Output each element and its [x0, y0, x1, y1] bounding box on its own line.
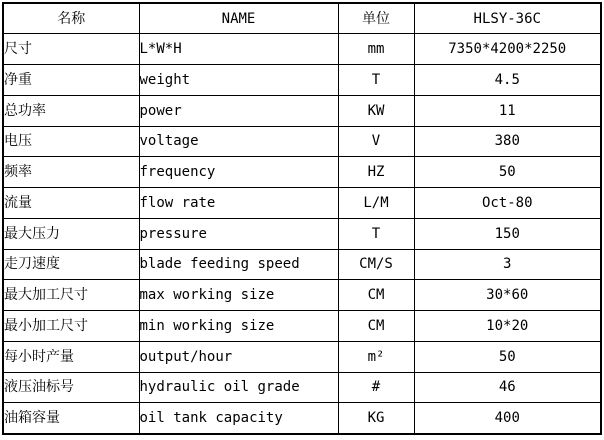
cell-value: 3 [414, 249, 601, 280]
cell-name-cn: 尺寸 [3, 34, 139, 65]
cell-unit: CM/S [338, 249, 414, 280]
cell-name-cn: 净重 [3, 65, 139, 96]
cell-unit: CM [338, 280, 414, 311]
cell-name-cn: 最大加工尺寸 [3, 280, 139, 311]
cell-unit: # [338, 372, 414, 403]
cell-value: 4.5 [414, 65, 601, 96]
table-row [3, 34, 601, 65]
cell-name-en: max working size [139, 280, 338, 311]
cell-unit: m² [338, 341, 414, 372]
cell-unit: T [338, 65, 414, 96]
cell-name-en: power [139, 95, 338, 126]
cell-name-en: weight [139, 65, 338, 96]
header-unit: 单位 [338, 3, 414, 34]
cell-name-en: flow rate [139, 188, 338, 219]
cell-unit: mm [338, 34, 414, 65]
table-row [3, 341, 601, 372]
cell-name-cn: 液压油标号 [3, 372, 139, 403]
table-row [3, 280, 601, 311]
table-row [3, 403, 601, 434]
cell-value: Oct-80 [414, 188, 601, 219]
header-name-cn: 名称 [3, 3, 139, 34]
cell-name-en: L*W*H [139, 34, 338, 65]
spec-table [2, 2, 602, 435]
cell-value: 380 [414, 126, 601, 157]
cell-unit: KW [338, 95, 414, 126]
cell-unit: HZ [338, 157, 414, 188]
cell-name-cn: 油箱容量 [3, 403, 139, 434]
cell-value: 50 [414, 341, 601, 372]
cell-name-en: hydraulic oil grade [139, 372, 338, 403]
table-row [3, 95, 601, 126]
cell-unit: V [338, 126, 414, 157]
table-row [3, 249, 601, 280]
cell-unit: L/M [338, 188, 414, 219]
cell-name-en: blade feeding speed [139, 249, 338, 280]
cell-value: 10*20 [414, 311, 601, 342]
cell-name-cn: 最大压力 [3, 218, 139, 249]
table-row [3, 188, 601, 219]
cell-name-en: voltage [139, 126, 338, 157]
table-row [3, 65, 601, 96]
cell-name-en: pressure [139, 218, 338, 249]
table-row [3, 311, 601, 342]
cell-name-cn: 频率 [3, 157, 139, 188]
cell-value: 30*60 [414, 280, 601, 311]
cell-value: 7350*4200*2250 [414, 34, 601, 65]
cell-name-cn: 最小加工尺寸 [3, 311, 139, 342]
cell-value: 46 [414, 372, 601, 403]
cell-value: 400 [414, 403, 601, 434]
cell-name-en: oil tank capacity [139, 403, 338, 434]
header-row [3, 3, 601, 34]
table-row [3, 157, 601, 188]
cell-name-en: frequency [139, 157, 338, 188]
cell-name-cn: 总功率 [3, 95, 139, 126]
cell-name-en: min working size [139, 311, 338, 342]
cell-name-cn: 每小时产量 [3, 341, 139, 372]
cell-name-cn: 电压 [3, 126, 139, 157]
table-row [3, 126, 601, 157]
cell-unit: T [338, 218, 414, 249]
cell-name-cn: 走刀速度 [3, 249, 139, 280]
table-row [3, 372, 601, 403]
cell-value: 50 [414, 157, 601, 188]
cell-unit: CM [338, 311, 414, 342]
cell-name-cn: 流量 [3, 188, 139, 219]
cell-name-en: output/hour [139, 341, 338, 372]
cell-unit: KG [338, 403, 414, 434]
cell-value: 11 [414, 95, 601, 126]
header-name-en: NAME [139, 3, 338, 34]
header-model: HLSY-36C [414, 3, 601, 34]
table-row [3, 218, 601, 249]
cell-value: 150 [414, 218, 601, 249]
